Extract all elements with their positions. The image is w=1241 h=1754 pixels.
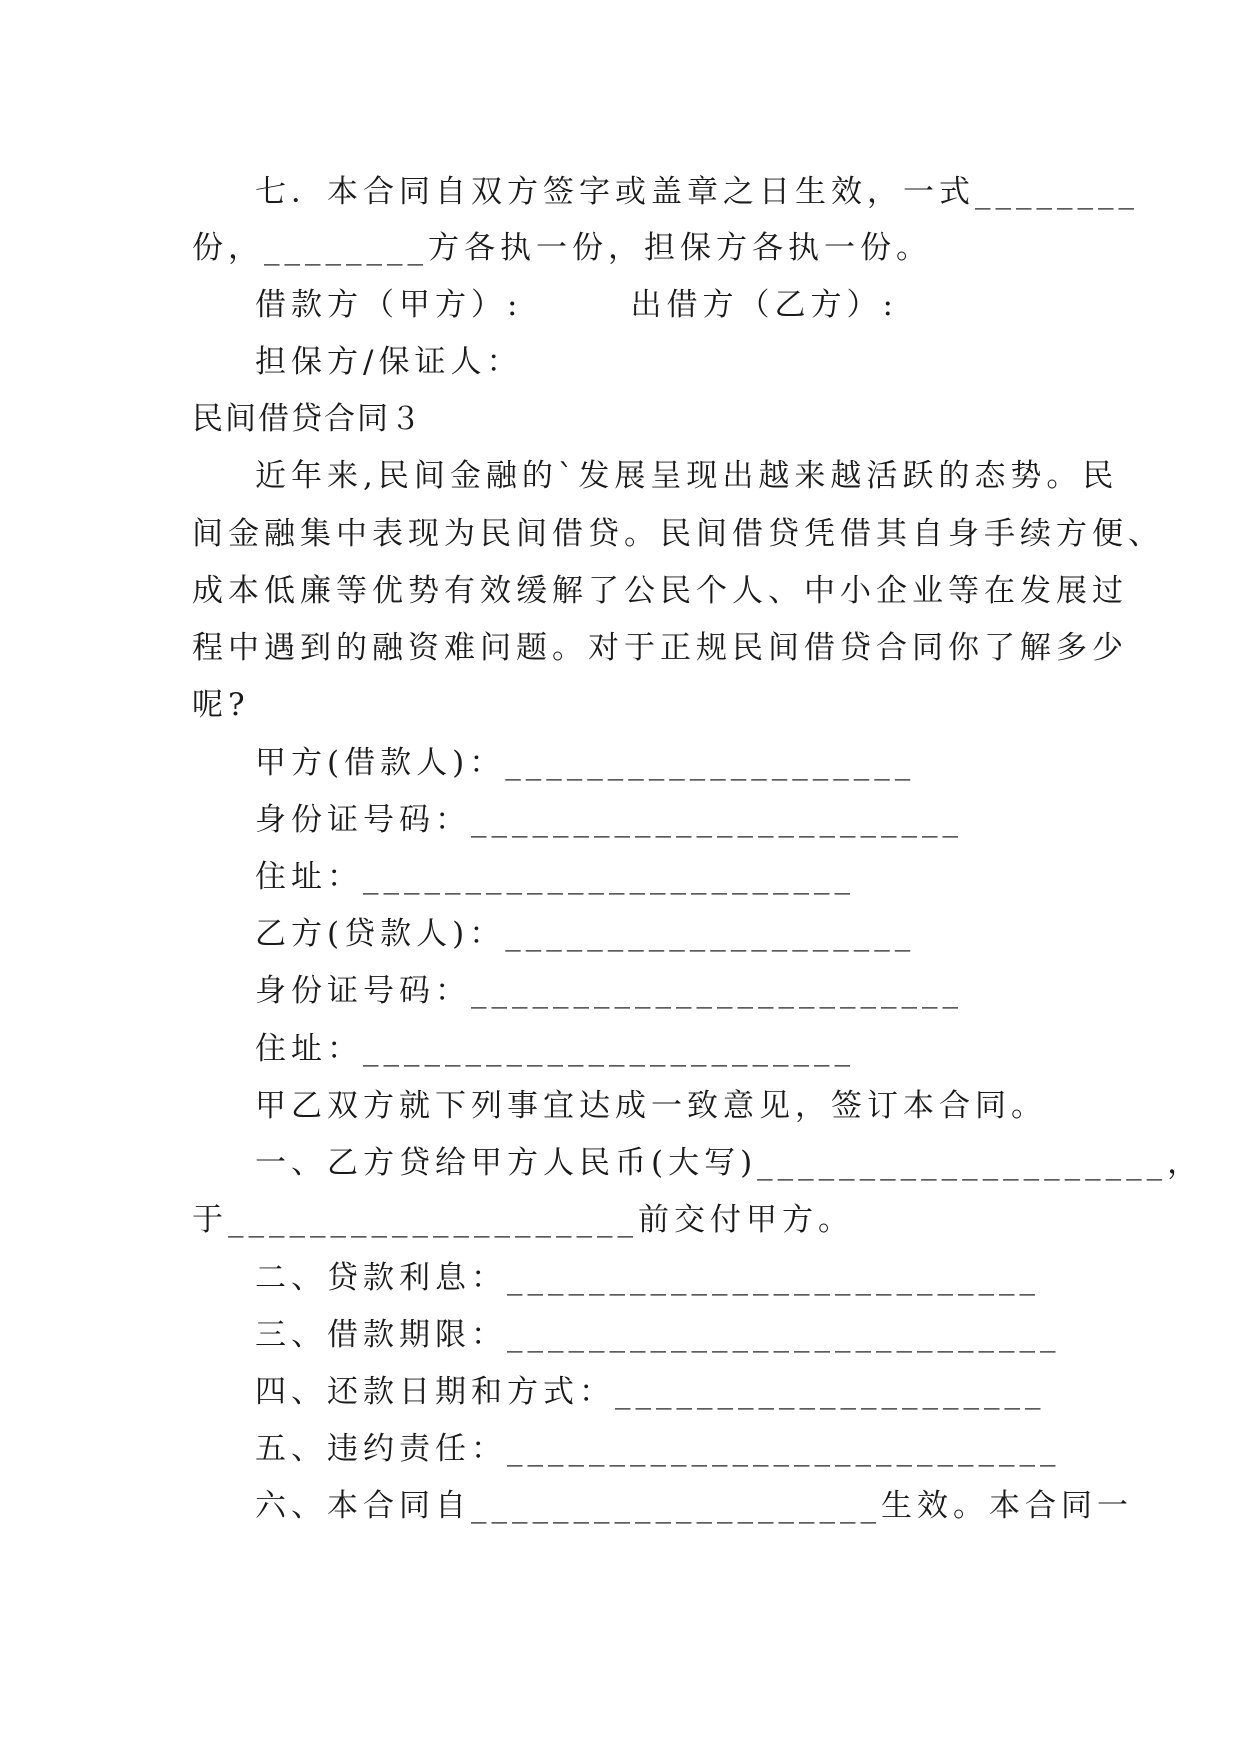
party-a-address-field: 住址：________________________: [255, 859, 855, 895]
signature-parties-line: 借款方（甲方）: 出借方（乙方）:: [255, 287, 898, 323]
clause-two-interest: 二、贷款利息：__________________________: [255, 1260, 1040, 1296]
clause-six-effective: 六、本合同自____________________生效。本合同一: [255, 1488, 1133, 1524]
clause-one-line-2: 于____________________前交付甲方。: [192, 1202, 854, 1238]
clause-four-repayment: 四、还款日期和方式：_____________________: [255, 1374, 1046, 1410]
intro-paragraph-line-1: 近年来,民间金融的`发展呈现出越来越活跃的态势。民: [255, 458, 1119, 494]
clause-three-term: 三、借款期限：___________________________: [255, 1317, 1061, 1353]
section-title: 民间借贷合同３: [192, 401, 423, 437]
intro-paragraph-line-2: 间金融集中表现为民间借贷。民间借贷凭借其自身手续方便、: [192, 516, 1164, 552]
intro-paragraph-line-3: 成本低廉等优势有效缓解了公民个人、中小企业等在发展过: [192, 573, 1128, 609]
guarantor-line: 担保方/保证人：: [255, 344, 523, 380]
party-b-id-field: 身份证号码：________________________: [255, 973, 963, 1009]
clause-five-liability: 五、违约责任：___________________________: [255, 1431, 1061, 1467]
party-b-address-field: 住址：________________________: [255, 1031, 855, 1067]
clause-seven-line-2: 份，________方各执一份，担保方各执一份。: [192, 230, 932, 266]
clause-seven-line-1: 七．本合同自双方签字或盖章之日生效，一式________: [255, 174, 1139, 210]
party-b-name-field: 乙方(贷款人)：____________________: [255, 916, 916, 952]
agreement-statement: 甲乙双方就下列事宜达成一致意见，签订本合同。: [255, 1088, 1047, 1124]
intro-paragraph-line-4: 程中遇到的融资难问题。对于正规民间借贷合同你了解多少: [192, 630, 1128, 666]
party-a-id-field: 身份证号码：________________________: [255, 802, 963, 838]
intro-paragraph-line-5: 呢?: [192, 687, 250, 723]
clause-one-line-1: 一、乙方贷给甲方人民币(大写)____________________，: [255, 1145, 1204, 1181]
party-a-name-field: 甲方(借款人)：____________________: [255, 745, 916, 781]
